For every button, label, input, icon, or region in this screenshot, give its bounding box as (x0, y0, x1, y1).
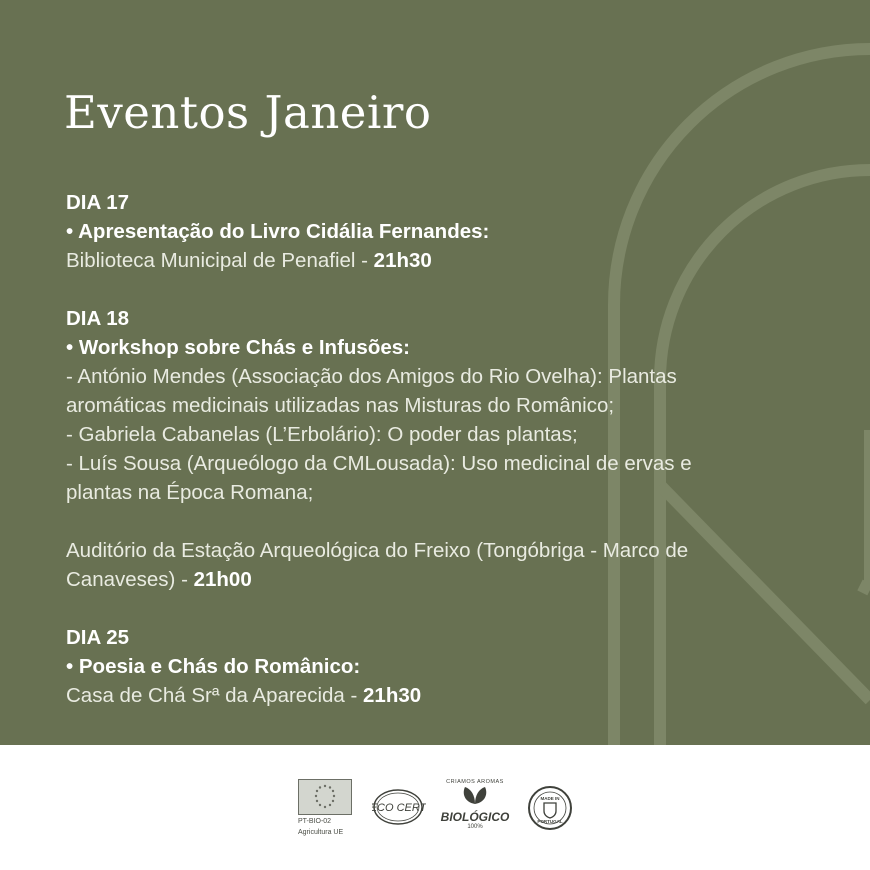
event-venue-line (66, 681, 806, 710)
spacer (66, 594, 806, 623)
ecocert-logo (372, 787, 426, 832)
event-title: • Workshop sobre Chás e Infusões: (66, 336, 410, 359)
event-day-18 (66, 304, 806, 594)
event-venue: Biblioteca Municipal de Penafiel - (66, 249, 374, 272)
event-date: DIA 25 (66, 626, 130, 649)
eu-caption: Agricultura UE (298, 829, 344, 836)
event-venue-line (66, 246, 806, 275)
event-title: • Apresentação do Livro Cidália Fernandes: (66, 220, 490, 243)
event-detail: plantas na Época Romana; (66, 481, 314, 504)
event-venue-line (66, 565, 806, 594)
spacer (66, 507, 806, 536)
made-in-text: MADE IN (540, 796, 560, 801)
bio-title: BIOLÓGICO (440, 810, 510, 824)
event-detail: - Luís Sousa (Arqueólogo da CMLousada): Uso medicinal de ervas e (66, 452, 692, 475)
spacer (66, 275, 806, 304)
portugal-text: PORTUGAL (537, 819, 563, 824)
event-date: DIA 18 (66, 307, 130, 330)
event-day-17 (66, 188, 806, 275)
event-time: 21h30 (373, 249, 432, 272)
page-title: Eventos Janeiro (64, 86, 432, 139)
made-in-portugal-logo (527, 785, 573, 836)
event-venue: Casa de Chá Srª da Aparecida - (66, 684, 364, 707)
certification-footer (0, 745, 870, 870)
event-detail: - Gabriela Cabanelas (L’Erbolário): O poder das plantas; (66, 423, 578, 446)
event-venue: Canaveses) - (66, 568, 194, 591)
biologico-logo (433, 779, 517, 830)
event-time: 21h00 (193, 568, 252, 591)
ecocert-text: ECO CERT (372, 802, 426, 814)
event-venue: Auditório da Estação Arqueológica do Freixo (Tongóbriga - Marco de (66, 539, 689, 562)
event-detail: - António Mendes (Associação dos Amigos do Rio Ovelha): Plantas (66, 365, 677, 388)
event-date: DIA 17 (66, 191, 130, 214)
bio-tagline: CRIAMOS AROMAS (446, 779, 504, 785)
event-detail: aromáticas medicinais utilizadas nas Misturas do Românico; (66, 394, 615, 417)
eu-code: PT-BIO-02 (298, 818, 332, 825)
eu-organic-logo (298, 779, 356, 837)
event-time: 21h30 (363, 684, 422, 707)
eu-leaf-icon (298, 779, 352, 815)
event-title: • Poesia e Chás do Românico: (66, 655, 361, 678)
events-list (66, 188, 806, 710)
bio-percent: 100% (467, 824, 483, 830)
leaf-icon (460, 785, 490, 805)
event-day-25 (66, 623, 806, 710)
